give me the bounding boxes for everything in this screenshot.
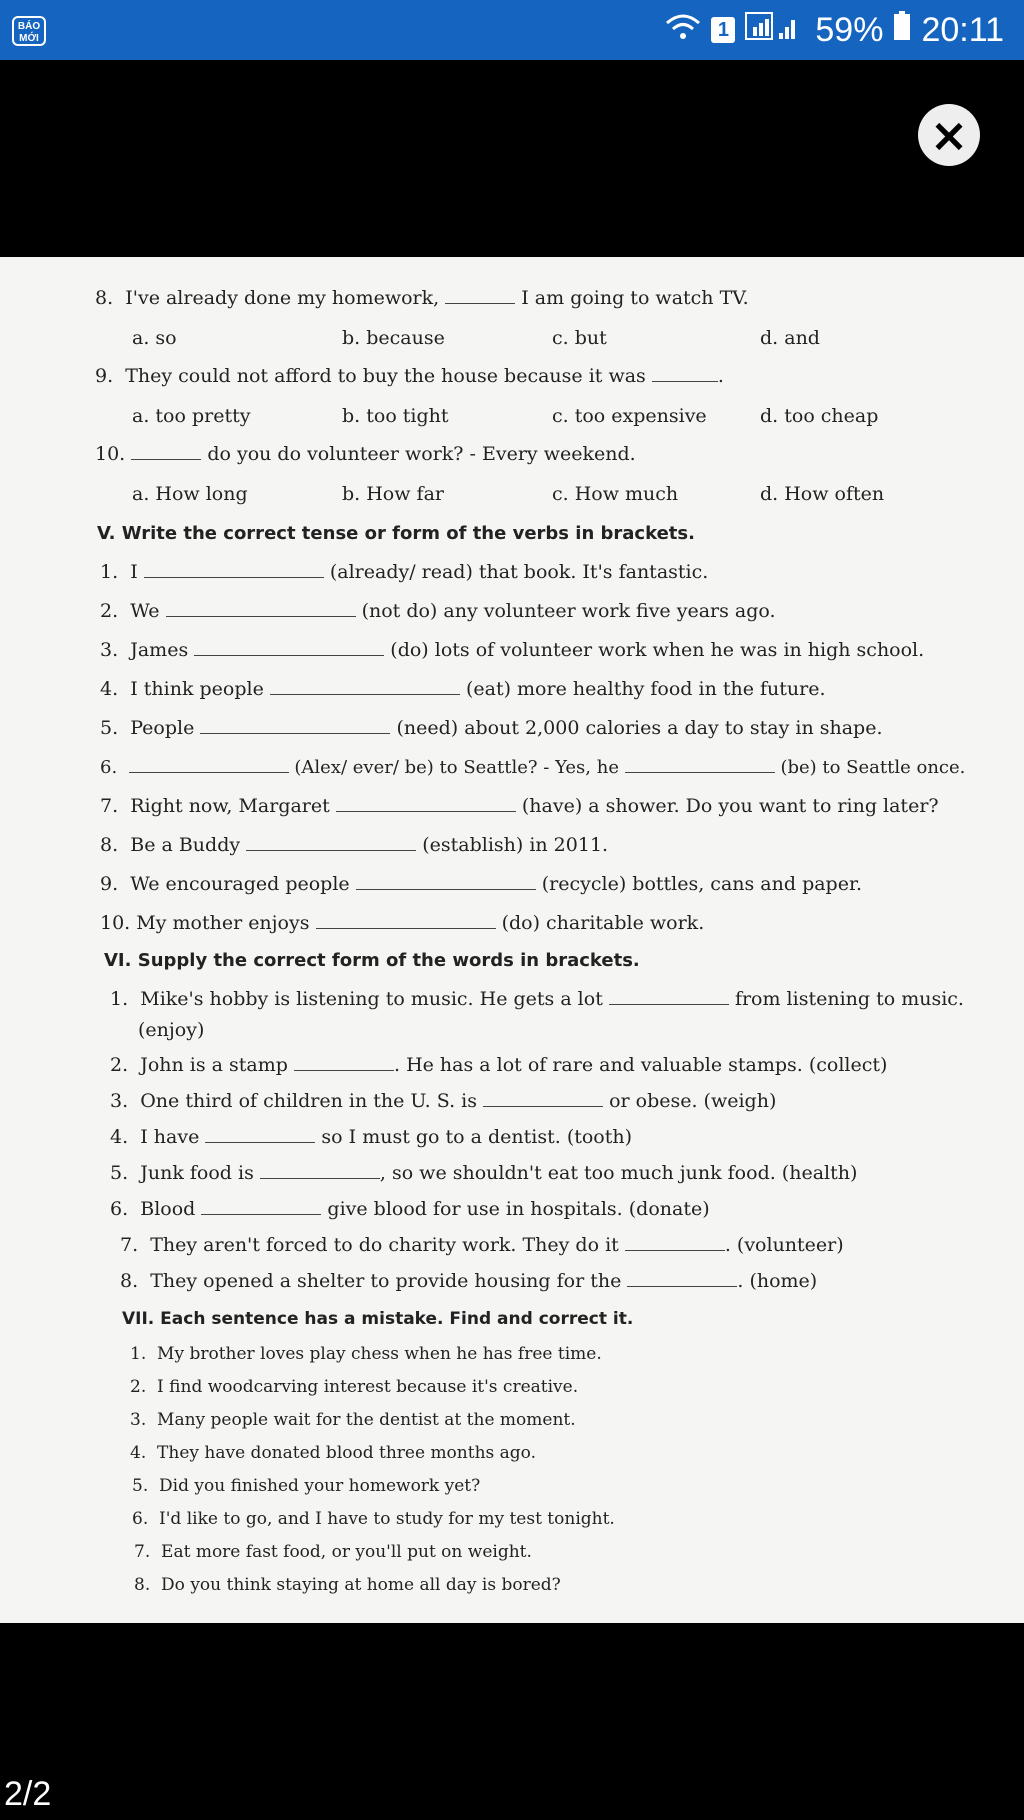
close-icon: ×: [929, 108, 969, 162]
close-button[interactable]: [918, 104, 980, 166]
mc-option: c. too expensive: [552, 405, 707, 427]
exercise-item: 3. One third of children in the U. S. is or obese. (weigh): [110, 1090, 777, 1112]
battery-icon: [893, 11, 911, 50]
mc-option: a. How long: [132, 483, 248, 505]
exercise-item: 2. John is a stamp . He has a lot of rare and valuable stamps. (collect): [110, 1054, 888, 1076]
section-heading: V. Write the correct tense or form of the verbs in brackets.: [97, 523, 695, 544]
worksheet-image: [0, 257, 1024, 1623]
exercise-item: 9. We encouraged people (recycle) bottles, cans and paper.: [100, 873, 862, 895]
exercise-item: 6. I'd like to go, and I have to study for my test tonight.: [132, 1509, 615, 1529]
mc-option: d. too cheap: [760, 405, 879, 427]
mc-option: c. but: [552, 327, 607, 349]
mc-question: 8. I've already done my homework, I am going to watch TV.: [95, 287, 749, 309]
exercise-item: 4. They have donated blood three months ago.: [130, 1443, 537, 1463]
mc-option: c. How much: [552, 483, 679, 505]
app-badge-icon: BÁO MỚI: [12, 16, 46, 46]
exercise-item: 3. Many people wait for the dentist at the moment.: [130, 1410, 576, 1430]
mc-option: d. and: [760, 327, 820, 349]
exercise-item: 7. Right now, Margaret (have) a shower. Do you want to ring later?: [100, 795, 939, 817]
exercise-item: 8. They opened a shelter to provide housing for the . (home): [120, 1270, 818, 1292]
exercise-item: 4. I think people (eat) more healthy food in the future.: [100, 678, 826, 700]
mc-option: a. so: [132, 327, 177, 349]
exercise-item: 4. I have so I must go to a dentist. (tooth): [110, 1126, 633, 1148]
notification-count: 1: [711, 17, 735, 43]
exercise-item: 1. My brother loves play chess when he has free time.: [130, 1344, 602, 1364]
exercise-item: 10. My mother enjoys (do) charitable work.: [100, 912, 705, 934]
exercise-item-cont: (enjoy): [138, 1019, 205, 1041]
mc-question: 10. do you do volunteer work? - Every weekend.: [95, 443, 636, 465]
mc-option: b. too tight: [342, 405, 449, 427]
battery-percent: 59%: [815, 10, 884, 49]
section-heading: VII. Each sentence has a mistake. Find and correct it.: [122, 1309, 634, 1329]
exercise-item: 8. Be a Buddy (establish) in 2011.: [100, 834, 609, 856]
exercise-item: 5. Did you finished your homework yet?: [132, 1476, 481, 1496]
page-indicator: 2/2: [4, 1775, 52, 1813]
exercise-item: 1. Mike's hobby is listening to music. He gets a lot from listening to music.: [110, 988, 964, 1010]
mc-option: d. How often: [760, 483, 885, 505]
exercise-item: 7. They aren't forced to do charity work. They do it . (volunteer): [120, 1234, 844, 1256]
section-heading: VI. Supply the correct form of the words in brackets.: [104, 950, 640, 971]
exercise-item: 7. Eat more fast food, or you'll put on weight.: [134, 1542, 532, 1562]
exercise-item: 1. I (already/ read) that book. It's fantastic.: [100, 561, 709, 583]
exercise-item: 6. (Alex/ ever/ be) to Seattle? - Yes, he (be) to Seattle once.: [100, 757, 966, 778]
exercise-item: 2. I find woodcarving interest because it's creative.: [130, 1377, 579, 1397]
mc-option: a. too pretty: [132, 405, 251, 427]
status-icons: [665, 10, 1004, 50]
exercise-item: 5. People (need) about 2,000 calories a day to stay in shape.: [100, 717, 883, 739]
wifi-icon: [665, 11, 701, 50]
exercise-item: 5. Junk food is , so we shouldn't eat too much junk food. (health): [110, 1162, 858, 1184]
exercise-item: 2. We (not do) any volunteer work five years ago.: [100, 600, 776, 622]
exercise-item: 6. Blood give blood for use in hospitals. (donate): [110, 1198, 710, 1220]
signal-icon: [745, 11, 805, 50]
mc-option: b. because: [342, 327, 445, 349]
status-bar: [0, 0, 1024, 60]
exercise-item: 8. Do you think staying at home all day is bored?: [134, 1575, 561, 1595]
exercise-item: 3. James (do) lots of volunteer work when he was in high school.: [100, 639, 925, 661]
mc-question: 9. They could not afford to buy the house because it was .: [95, 365, 724, 387]
mc-option: b. How far: [342, 483, 444, 505]
clock: 20:11: [921, 10, 1004, 49]
